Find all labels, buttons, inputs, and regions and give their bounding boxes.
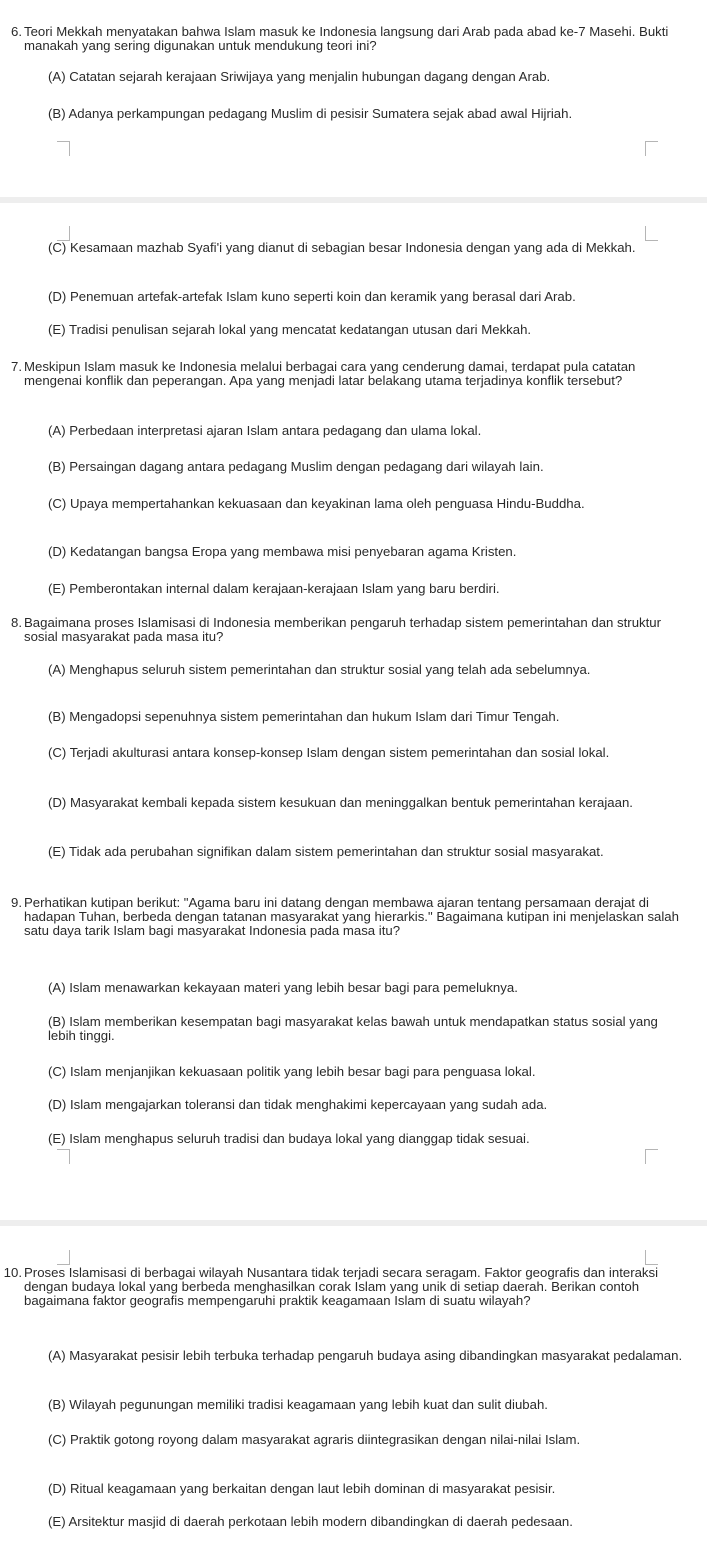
question-8 <box>11 615 684 644</box>
option-7e: (E) Pemberontakan internal dalam kerajaan-kerajaan Islam yang baru berdiri. <box>48 581 500 596</box>
option-8c: (C) Terjadi akulturasi antara konsep-konsep Islam dengan sistem pemerintahan dan sosial lokal. <box>48 745 610 760</box>
option-9a: (A) Islam menawarkan kekayaan materi yang lebih besar bagi para pemeluknya. <box>48 980 518 995</box>
question-7 <box>11 359 684 388</box>
option-9d: (D) Islam mengajarkan toleransi dan tidak menghakimi kepercayaan yang sudah ada. <box>48 1097 548 1112</box>
option-6d: (D) Penemuan artefak-artefak Islam kuno seperti koin dan keramik yang berasal dari Arab. <box>48 289 576 304</box>
option-7d: (D) Kedatangan bangsa Eropa yang membawa misi penyebaran agama Kristen. <box>48 544 517 559</box>
crop-mark <box>645 226 658 241</box>
question-text: Perhatikan kutipan berikut: "Agama baru ini datang dengan membawa ajaran tentang persamaan derajat di hadapan Tuhan, berbeda dengan tatanan masyarakat yang hierarkis." Bagaimana kutipan ini menjelaskan salah satu daya tarik Islam bagi masyarakat Indonesia pada masa itu? <box>24 895 679 938</box>
question-number: 6. <box>11 24 22 39</box>
question-number: 10. <box>3 1265 22 1280</box>
crop-mark <box>645 1149 658 1164</box>
question-9 <box>11 895 684 938</box>
option-10e: (E) Arsitektur masjid di daerah perkotaan lebih modern dibandingkan di daerah pedesaan. <box>48 1514 573 1529</box>
crop-mark <box>57 1250 70 1265</box>
option-7b: (B) Persaingan dagang antara pedagang Muslim dengan pedagang dari wilayah lain. <box>48 459 544 474</box>
option-10b: (B) Wilayah pegunungan memiliki tradisi keagamaan yang lebih kuat dan sulit diubah. <box>48 1397 548 1412</box>
question-number: 9. <box>11 895 22 910</box>
option-10d: (D) Ritual keagamaan yang berkaitan dengan laut lebih dominan di masyarakat pesisir. <box>48 1481 556 1496</box>
option-8d: (D) Masyarakat kembali kepada sistem kesukuan dan meninggalkan bentuk pemerintahan kerajaan. <box>48 795 633 810</box>
option-6c: (C) Kesamaan mazhab Syafi'i yang dianut di sebagian besar Indonesia dengan yang ada di Mekkah. <box>48 240 636 255</box>
option-7a: (A) Perbedaan interpretasi ajaran Islam antara pedagang dan ulama lokal. <box>48 423 482 438</box>
crop-mark <box>645 141 658 156</box>
crop-mark <box>57 226 70 241</box>
option-10c: (C) Praktik gotong royong dalam masyarakat agraris diintegrasikan dengan nilai-nilai Islam. <box>48 1432 581 1447</box>
option-8a: (A) Menghapus seluruh sistem pemerintahan dan struktur sosial yang telah ada sebelumnya. <box>48 662 591 677</box>
question-text: Meskipun Islam masuk ke Indonesia melalui berbagai cara yang cenderung damai, terdapat pula catatan mengenai konflik dan peperangan. Apa yang menjadi latar belakang utama terjadinya konflik tersebut? <box>24 359 636 388</box>
option-8b: (B) Mengadopsi sepenuhnya sistem pemerintahan dan hukum Islam dari Timur Tengah. <box>48 709 560 724</box>
crop-mark <box>57 1149 70 1164</box>
option-6e: (E) Tradisi penulisan sejarah lokal yang mencatat kedatangan utusan dari Mekkah. <box>48 322 532 337</box>
option-7c: (C) Upaya mempertahankan kekuasaan dan keyakinan lama oleh penguasa Hindu-Buddha. <box>48 496 585 511</box>
option-8e: (E) Tidak ada perubahan signifikan dalam sistem pemerintahan dan struktur sosial masyarakat. <box>48 844 604 859</box>
option-9c: (C) Islam menjanjikan kekuasaan politik yang lebih besar bagi para penguasa lokal. <box>48 1064 536 1079</box>
crop-mark <box>645 1250 658 1265</box>
option-10a: (A) Masyarakat pesisir lebih terbuka terhadap pengaruh budaya asing dibandingkan masyarakat pedalaman. <box>48 1348 683 1363</box>
question-text: Bagaimana proses Islamisasi di Indonesia memberikan pengaruh terhadap sistem pemerintahan dan struktur sosial masyarakat pada masa itu? <box>24 615 662 644</box>
option-9e: (E) Islam menghapus seluruh tradisi dan budaya lokal yang dianggap tidak sesuai. <box>48 1131 530 1146</box>
question-text: Teori Mekkah menyatakan bahwa Islam masuk ke Indonesia langsung dari Arab pada abad ke-7 Masehi. Bukti manakah yang sering digunakan untuk mendukung teori ini? <box>24 24 669 53</box>
crop-mark <box>57 141 70 156</box>
question-6 <box>11 24 684 53</box>
option-6b: (B) Adanya perkampungan pedagang Muslim di pesisir Sumatera sejak abad awal Hijriah. <box>48 106 573 121</box>
option-6a: (A) Catatan sejarah kerajaan Sriwijaya yang menjalin hubungan dagang dengan Arab. <box>48 69 551 84</box>
question-10 <box>3 1265 684 1308</box>
option-9b: (B) Islam memberikan kesempatan bagi masyarakat kelas bawah untuk mendapatkan status sosial yang lebih tinggi. <box>48 1014 658 1043</box>
question-number: 8. <box>11 615 22 630</box>
question-text: Proses Islamisasi di berbagai wilayah Nusantara tidak terjadi secara seragam. Faktor geografis dan interaksi dengan budaya lokal yang berbeda menghasilkan corak Islam yang unik di setiap daerah. Berikan contoh bagaimana faktor geografis mempengaruhi praktik keagamaan Islam di suatu wilayah? <box>24 1265 659 1308</box>
question-number: 7. <box>11 359 22 374</box>
